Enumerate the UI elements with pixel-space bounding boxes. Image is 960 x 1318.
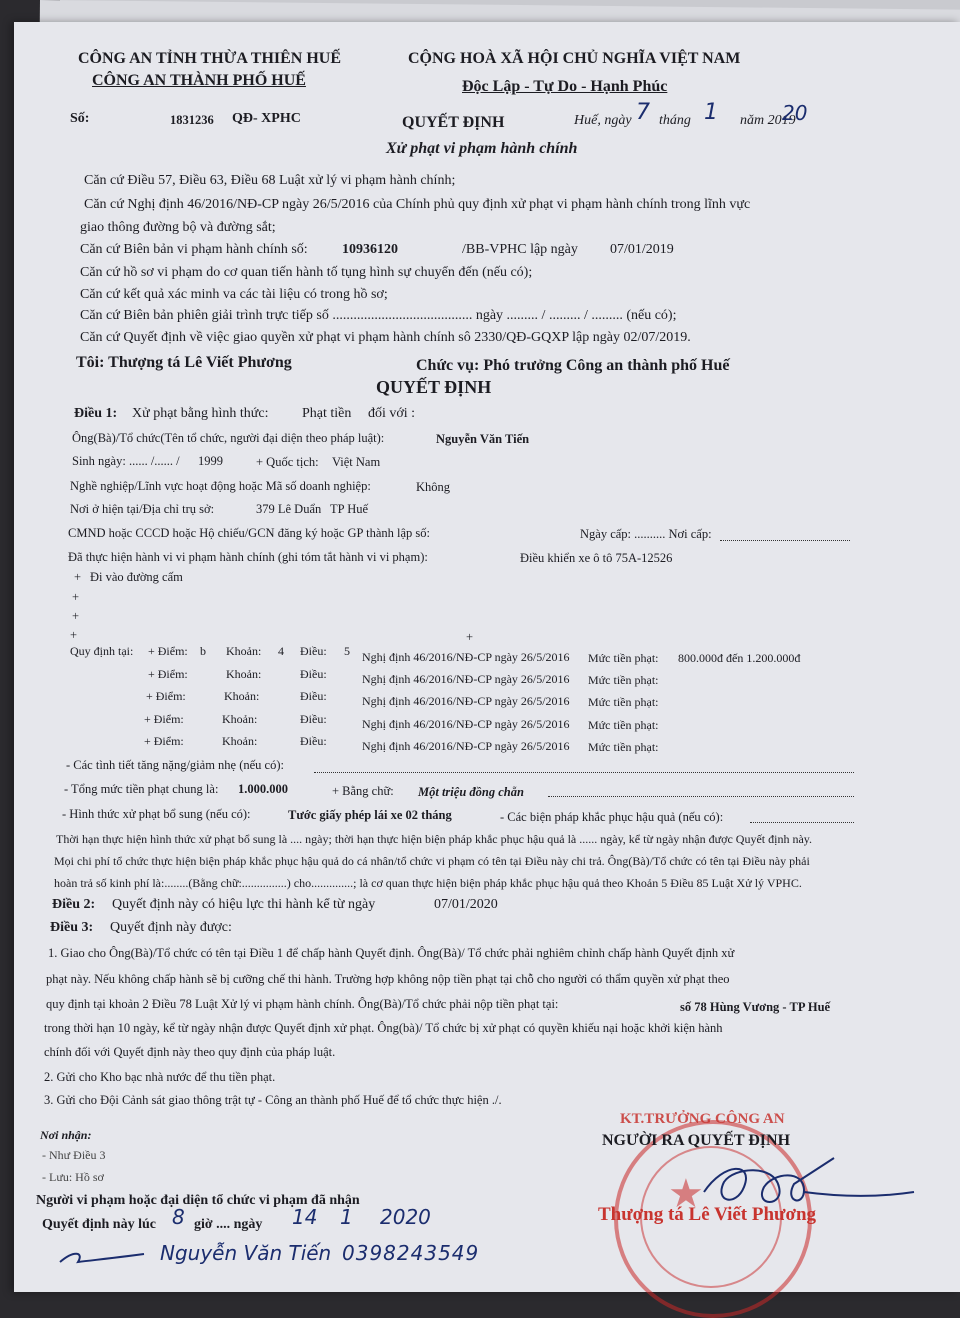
address-label: Nơi ở hiện tại/Địa chỉ trụ sở:: [70, 502, 215, 516]
dieu-label: Điều:: [300, 689, 327, 703]
fine-label: Mức tiền phạt:: [588, 673, 659, 687]
article3-line: quy định tại khoản 2 Điều 78 Luật Xử lý vi phạm hành chính. Ông(Bà)/Tổ chức phải nộp tiền phạt tại:: [46, 997, 559, 1011]
total-label: - Tổng mức tiền phạt chung là:: [64, 782, 219, 796]
para-line: hoàn trả số kinh phí là:........(Bằng chữ:...............) cho..............; là cơ quan thực hiện biện pháp khắc phục hậu quả theo Khoản 5 Điều 85 Luật Xử lý VPHC.: [54, 876, 802, 890]
receipt-label: Người vi phạm hoặc đại diện tổ chức vi phạm đã nhận: [36, 1193, 360, 1208]
violation-item: Đi vào đường cấm: [90, 570, 183, 584]
remedy-label: - Các biện pháp khắc phục hậu quả (nếu có):: [500, 810, 724, 824]
motto: Độc Lập - Tự Do - Hạnh Phúc: [462, 78, 668, 95]
in-words: Một triệu đồng chẵn: [418, 785, 524, 799]
receipt-day: 14: [292, 1205, 318, 1229]
bb-suffix: /BB-VPHC lập ngày: [462, 242, 578, 257]
receipt-hour-label: giờ .... ngày: [194, 1217, 263, 1232]
basis-line: Căn cứ Biên bản vi phạm hành chính số:: [80, 242, 308, 257]
khoan-label: Khoản:: [222, 734, 258, 748]
pay-place: số 78 Hùng Vương - TP Huế: [680, 1000, 831, 1014]
signer-title: NGƯỜI RA QUYẾT ĐỊNH: [602, 1132, 791, 1149]
diem-label: + Điểm:: [148, 667, 188, 681]
violation-plus: +: [72, 609, 80, 623]
article3-line: 3. Gửi cho Đội Cảnh sát giao thông trật tự - Công an thành phố Huế để tổ chức thực hiện ./.: [44, 1093, 502, 1107]
article1-form: Xử phạt bằng hình thức:: [132, 406, 269, 421]
diem-value: b: [200, 644, 206, 658]
so-suffix: QĐ- XPHC: [232, 111, 301, 126]
recipient-item: - Lưu: Hồ sơ: [42, 1170, 104, 1184]
address: 379 Lê Duẩn: [256, 502, 322, 516]
document-title: QUYẾT ĐỊNH: [402, 114, 505, 131]
dieu-label: Điều:: [300, 644, 327, 658]
month-label: tháng: [659, 113, 691, 128]
dob-year: 1999: [198, 454, 223, 468]
city: TP Huế: [330, 502, 369, 516]
decree: Nghị định 46/2016/NĐ-CP ngày 26/5/2016: [362, 717, 570, 731]
document-subtitle: Xử phạt vi phạm hành chính: [386, 140, 578, 157]
basis-line: Căn cứ hồ sơ vi phạm do cơ quan tiến hành tố tụng hình sự chuyển đến (nếu có);: [80, 265, 533, 280]
fine-label: Mức tiền phạt:: [588, 718, 659, 732]
nationality-label: + Quốc tịch:: [256, 455, 319, 469]
basis-line: giao thông đường bộ và đường sắt;: [80, 220, 276, 235]
decision-document: [14, 22, 960, 1292]
recipient-item: - Như Điều 3: [42, 1148, 106, 1162]
receiver-phone-handwritten: 0398243549: [342, 1241, 480, 1265]
khoan-label: Khoản:: [226, 644, 262, 658]
violation-plus: +: [466, 630, 474, 644]
vehicle: Điều khiển xe ô tô 75A-12526: [520, 551, 673, 565]
so-label: Số:: [70, 111, 90, 126]
extra-value: Tước giấy phép lái xe 02 tháng: [288, 808, 452, 822]
article1-label: Điều 1:: [74, 406, 118, 421]
in-words-label: + Bằng chữ:: [332, 784, 394, 798]
officer-position: Chức vụ: Phó trưởng Công an thành phố Huế: [416, 357, 730, 374]
issue-date-label: Ngày cấp: .......... Nơi cấp:: [580, 527, 712, 541]
officer-name: Tôi: Thượng tá Lê Viết Phương: [76, 354, 292, 371]
receipt-line-prefix: Quyết định này lúc: [42, 1217, 156, 1232]
kt-label: KT.TRƯỞNG CÔNG AN: [620, 1111, 785, 1127]
basis-line: Căn cứ Quyết định về việc giao quyền xử phạt vi phạm hành chính sô 2330/QĐ-GQXP lập ngày 02/07/2019.: [80, 330, 691, 345]
article3-line: 1. Giao cho Ông(Bà)/Tổ chức có tên tại Điều 1 để chấp hành Quyết định. Ông(Bà)/ Tổ chức phải nghiêm chỉnh chấp hành Quyết định xử: [48, 946, 735, 960]
violation-plus: +: [72, 590, 80, 604]
diem-label: + Điểm:: [144, 734, 184, 748]
basis-line: Căn cứ Điều 57, Điều 63, Điều 68 Luật xử lý vi phạm hành chính;: [84, 173, 456, 188]
fine-label: Mức tiền phạt:: [588, 740, 659, 754]
khoan-label: Khoản:: [222, 712, 258, 726]
article3-text: Quyết định này được:: [110, 920, 232, 935]
receiver-name-handwritten: Nguyễn Văn Tiến: [160, 1241, 332, 1265]
article3-line: chính đối với Quyết định này theo quy định của pháp luật.: [44, 1045, 336, 1059]
violation-label: Đã thực hiện hành vi vi phạm hành chính (ghi tóm tắt hành vi vi phạm):: [68, 550, 428, 564]
nationality: Việt Nam: [332, 455, 381, 469]
article3-line: 2. Gửi cho Kho bạc nhà nước để thu tiền phạt.: [44, 1070, 276, 1084]
fine-value: 800.000đ đến 1.200.000đ: [678, 651, 801, 665]
article1-fine: Phạt tiền: [302, 406, 352, 421]
agency: CÔNG AN THÀNH PHỐ HUẾ: [92, 72, 306, 89]
article3-line: phạt này. Nếu không chấp hành sẽ bị cưỡng chế thi hành. Trường hợp không nộp tiền phạt tại chỗ cho người có thẩm quyền xử phạt theo: [46, 972, 730, 986]
receiver-signature: [54, 1244, 154, 1274]
month-handwritten: 1: [704, 100, 718, 125]
article3-label: Điều 3:: [50, 920, 94, 935]
job: Không: [416, 480, 451, 494]
dieu-value: 5: [344, 644, 350, 658]
article2-label: Điều 2:: [52, 897, 96, 912]
diem-label: + Điểm:: [146, 689, 186, 703]
fine-label: Mức tiền phạt:: [588, 695, 659, 709]
agency-top: CÔNG AN TỈNH THỪA THIÊN HUẾ: [78, 50, 342, 67]
basis-line: Căn cứ kết quả xác minh va các tài liệu có trong hồ sơ;: [80, 287, 388, 302]
decree: Nghị định 46/2016/NĐ-CP ngày 26/5/2016: [362, 694, 570, 708]
dieu-label: Điều:: [300, 667, 327, 681]
recipients-label: Nơi nhận:: [40, 1128, 92, 1142]
dieu-label: Điều:: [300, 734, 327, 748]
total-value: 1.000.000: [238, 782, 288, 796]
article1-doi-voi: đối với :: [368, 406, 416, 421]
dob-label: Sinh ngày: ...... /...... /: [72, 454, 180, 468]
year-handwritten: 20: [782, 101, 808, 125]
receipt-month: 1: [340, 1205, 353, 1229]
para-line: Thời hạn thực hiện hình thức xử phạt bổ sung là .... ngày; thời hạn thực hiện biện pháp khắc phục hậu quả là ...... ngày, kể từ ngày nhận được Quyết định này.: [56, 832, 812, 846]
diem-label: + Điểm:: [148, 644, 188, 658]
official-stamp: ★: [614, 1120, 812, 1318]
rules-label: Quy định tại:: [70, 644, 134, 658]
job-label: Nghề nghiệp/Lĩnh vực hoạt động hoặc Mã số doanh nghiệp:: [70, 479, 371, 493]
article3-line: trong thời hạn 10 ngày, kể từ ngày nhận được Quyết định xử phạt. Ông(bà)/ Tổ chức bị xử phạt có quyền khiếu nại hoặc khởi kiện hành: [44, 1021, 723, 1035]
khoan-value: 4: [278, 644, 284, 658]
fine-label: Mức tiền phạt:: [588, 651, 659, 665]
bb-number: 10936120: [342, 242, 398, 257]
decree: Nghị định 46/2016/NĐ-CP ngày 26/5/2016: [362, 672, 570, 686]
receipt-year: 2020: [380, 1205, 431, 1229]
day-handwritten: 7: [636, 100, 650, 125]
dieu-label: Điều:: [300, 712, 327, 726]
decree: Nghị định 46/2016/NĐ-CP ngày 26/5/2016: [362, 650, 570, 664]
decision-heading: QUYẾT ĐỊNH: [376, 377, 492, 397]
basis-line: Căn cứ Nghị định 46/2016/NĐ-CP ngày 26/5/2016 của Chính phủ quy định xử phạt vi phạm hành chính trong lĩnh vực: [84, 197, 751, 212]
so-value: 1831236: [170, 113, 214, 127]
aggravating-label: - Các tình tiết tăng nặng/giảm nhẹ (nếu có):: [66, 758, 284, 772]
receipt-hour: 8: [172, 1205, 185, 1229]
khoan-label: Khoản:: [224, 689, 260, 703]
nation-title: CỘNG HOÀ XÃ HỘI CHỦ NGHĨA VIỆT NAM: [408, 50, 741, 67]
year-label: năm 2019: [740, 113, 796, 128]
article2-text: Quyết định này có hiệu lực thi hành kể từ ngày: [112, 897, 376, 912]
basis-line: Căn cứ Biên bản phiên giải trình trực tiếp số ........................................ ngày ......... / ......... / ......... (nếu có);: [80, 308, 677, 323]
place-date: Huế, ngày: [574, 113, 632, 128]
diem-label: + Điểm:: [144, 712, 184, 726]
id-label: CMND hoặc CCCD hoặc Hộ chiếu/GCN đăng ký hoặc GP thành lập số:: [68, 526, 430, 540]
person-name: Nguyễn Văn Tiến: [436, 432, 530, 446]
person-label: Ông(Bà)/Tổ chức(Tên tổ chức, người đại diện theo pháp luật):: [72, 431, 385, 445]
para-line: Mọi chi phí tổ chức thực hiện biện pháp khắc phục hậu quả do cá nhân/tổ chức vi phạm có tên tại Điều này chi trả. Ông(Bà)/Tổ chức có tên tại Điều này phải: [54, 854, 810, 868]
signer-name: Thượng tá Lê Viết Phương: [598, 1204, 817, 1225]
violation-plus: +: [70, 628, 78, 642]
article2-date: 07/01/2020: [434, 897, 498, 912]
violation-plus: +: [74, 570, 82, 584]
bb-date: 07/01/2019: [610, 242, 674, 257]
khoan-label: Khoản:: [226, 667, 262, 681]
decree: Nghị định 46/2016/NĐ-CP ngày 26/5/2016: [362, 739, 570, 753]
extra-label: - Hình thức xử phạt bổ sung (nếu có):: [62, 807, 251, 821]
